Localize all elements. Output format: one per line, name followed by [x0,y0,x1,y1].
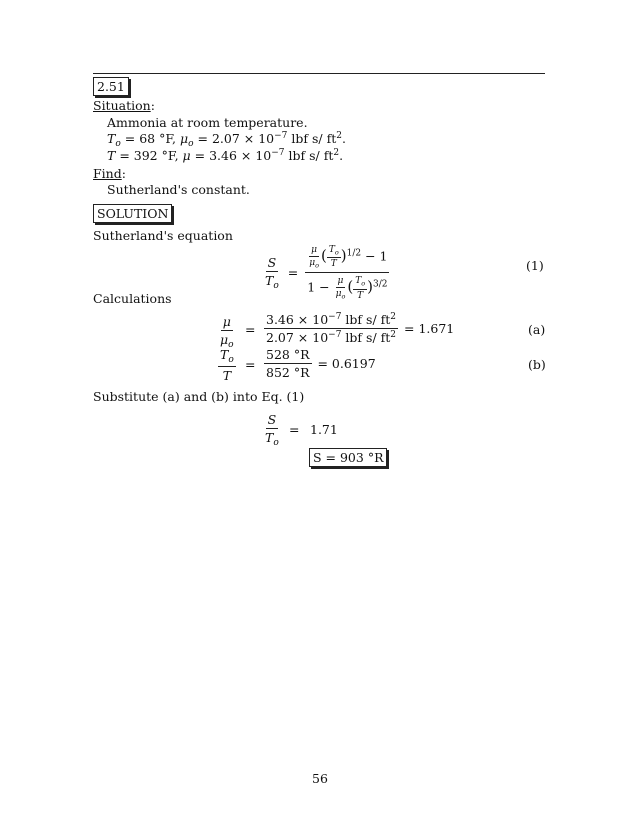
equation-a-rhs: $\frac{3.46 \times 10^{-7} lbf s/ ft^2}{2.07 \times 10^{-7} lbf s/ ft^2}$ = 1.671 [266,312,455,345]
eq-b-numerator: 528 °R [266,347,310,362]
equation-a-lhs: $\frac{\mu}{\mu_o}$ [220,314,234,351]
situation-heading [93,98,155,113]
find-heading [93,166,126,181]
situation-line-2: $T_o = 68$ °F, $\mu_o = 2.07 \times 10^{-7}$ lbf s/ $ft^2$. [107,131,346,150]
problem-number-text: 2.51 [97,79,125,94]
find-label: Find [93,166,122,181]
eq-a-den-unit: lbf s/ ft [341,330,391,345]
header-rule [93,73,545,74]
ratio-lhs: $\frac{S}{T_o}$ [265,412,279,449]
final-answer: S = 903 °R [313,450,384,465]
eq-a-num-exponent: −7 [328,312,342,323]
equation-b-number: (b) [528,357,546,372]
equation-b-rhs [264,347,376,380]
eq-a-result: = 1.671 [404,321,455,336]
situation-line-1: Ammonia at room temperature. [107,115,308,130]
find-line-1: Sutherland's constant. [107,182,250,197]
eq-a-num-unit: lbf s/ ft [341,312,391,327]
ratio-equals: = [289,422,300,437]
problem-number [93,77,129,96]
rhs-fraction: $\frac{\mu}{\mu_o}$ ( $\frac{T_o}{T}$ )$^{1/2}$ − 1 1 − $\frac{\mu}{\mu_o}$ ( $\frac{T_o}{T}$ )$^{3/2}$ [307,245,388,301]
eq-b-result: = 0.6197 [317,356,376,371]
situation-line-3: T = 392 °F, $\mu = 3.46 \times 10^{-7}$ lbf s/ $ft^2$. [107,148,344,163]
solution-label: SOLUTION [97,206,169,221]
equation-b-lhs: $\frac{T_o}{T}$ [220,347,234,384]
page-number: 56 [312,771,328,786]
substitute-text: Substitute (a) and (b) into Eq. (1) [93,389,305,404]
situation-colon: : [150,98,155,113]
lhs-fraction: $\frac{S}{T_o}$ [265,254,279,291]
find-colon: : [121,166,126,181]
To-value: 68 °F [139,131,173,146]
ratio-result: 1.71 [310,422,338,437]
eq-b-denominator: 852 °R [266,365,310,380]
T-value: 392 °F [133,148,175,163]
eq-a-numerator: 3.46 × 10 [266,312,329,327]
mu-value: 3.46 × 10 [209,148,272,163]
equation-a-number: (a) [528,322,546,337]
calculations-heading: Calculations [93,291,172,306]
situation-label: Situation [93,98,151,113]
equation-b-equals: = [245,357,256,372]
solution-label-box [93,204,172,223]
final-answer-box [309,448,387,467]
eq-a-den-exponent: −7 [328,330,342,341]
mu-exponent: −7 [271,148,285,159]
equation-1-number: (1) [526,258,544,273]
sutherland-intro: Sutherland's equation [93,228,233,243]
mu-o-unit: lbf s/ ft [287,131,337,146]
mu-o-value: 2.07 × 10 [211,131,275,146]
equation-1: $\frac{S}{T_o}$ = $\frac{\mu}{\mu_o}$ ( $\frac{T_o}{T}$ )$^{1/2}$ − 1 1 − $\frac{\mu}{\mu_o}$ ( $\frac{T_o}{T}$ )$^{3/2}$ [265,245,388,301]
mu-unit: lbf s/ ft [284,148,334,163]
mu-o-exponent: −7 [274,131,288,142]
equation-a-equals: = [245,322,256,337]
eq-a-denominator: 2.07 × 10 [266,330,329,345]
